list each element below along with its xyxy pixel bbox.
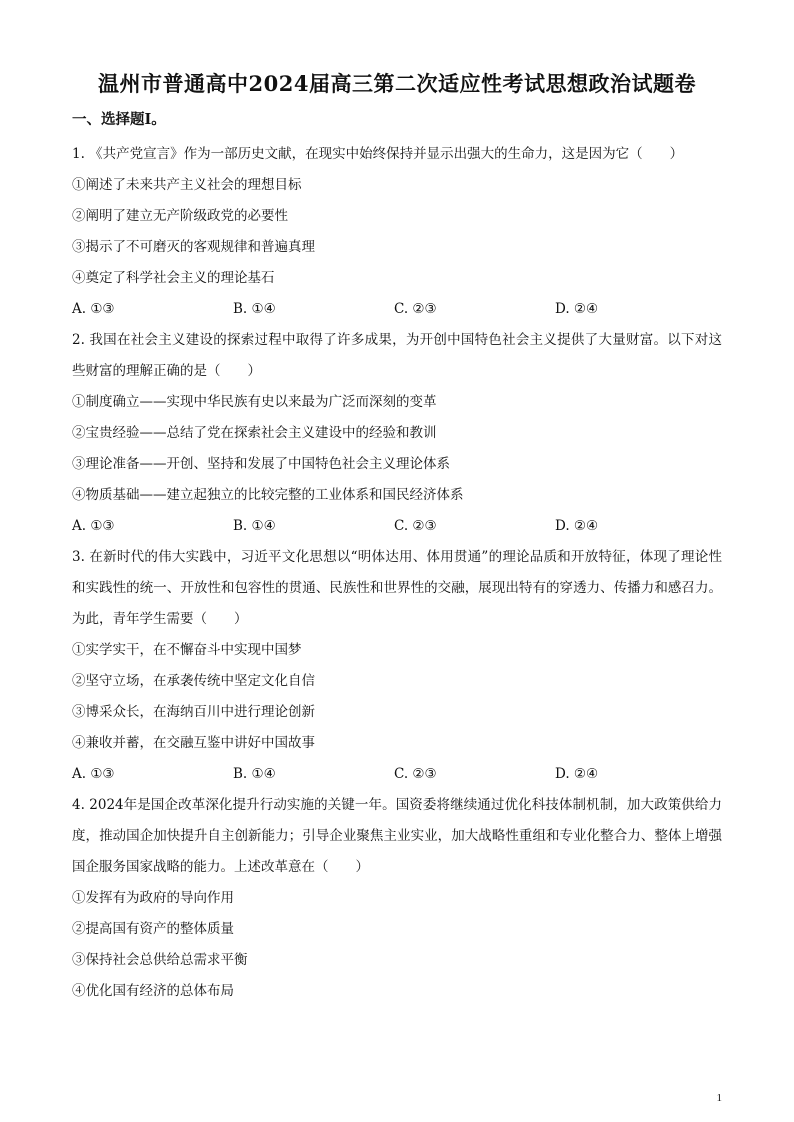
- statement-option: ④优化国有经济的总体布局: [72, 983, 234, 999]
- question-stem: 2. 我国在社会主义建设的探索过程中取得了许多成果，为开创中国特色社会主义提供了大量财富。以下对这些财富的理解正确的是（ ）: [72, 332, 722, 379]
- statement-option: ②宝贵经验——总结了党在探索社会主义建设中的经验和教训: [72, 425, 437, 441]
- question-4: [72, 790, 722, 1007]
- choice-b: B. ①④: [233, 766, 276, 782]
- statement-option: ①阐述了未来共产主义社会的理想目标: [72, 177, 302, 193]
- statement-option: ④奠定了科学社会主义的理论基石: [72, 270, 275, 286]
- answer-choices: [72, 511, 722, 542]
- choice-d: D. ②④: [555, 301, 599, 317]
- statement-option: ④物质基础——建立起独立的比较完整的工业体系和国民经济体系: [72, 487, 464, 503]
- statement-option: ③理论准备——开创、坚持和发展了中国特色社会主义理论体系: [72, 456, 450, 472]
- choice-c: C. ②③: [394, 518, 437, 534]
- question-2: [72, 325, 722, 542]
- statement-option: ②坚守立场，在承袭传统中坚定文化自信: [72, 673, 315, 689]
- question-stem: 4. 2024年是国企改革深化提升行动实施的关键一年。国资委将继续通过优化科技体制机制，加大政策供给力度，推动国企加快提升自主创新能力；引导企业聚焦主业实业，加大战略性重组和专业化整合力、整体上增强国企服务国家战略的能力。上述改革意在（ ）: [72, 797, 722, 875]
- choice-a: A. ①③: [72, 518, 115, 534]
- statement-option: ①发挥有为政府的导向作用: [72, 890, 234, 906]
- choice-c: C. ②③: [394, 301, 437, 317]
- page-number: 1: [716, 1092, 722, 1104]
- statement-option: ④兼收并蓄，在交融互鉴中讲好中国故事: [72, 735, 315, 751]
- choice-b: B. ①④: [233, 518, 276, 534]
- page-title: 温州市普通高中2024届高三第二次适应性考试思想政治试题卷: [98, 71, 696, 96]
- statement-option: ③博采众长，在海纳百川中进行理论创新: [72, 704, 315, 720]
- choice-c: C. ②③: [394, 766, 437, 782]
- question-stem: 3. 在新时代的伟大实践中，习近平文化思想以“明体达用、体用贯通”的理论品质和开放特征，体现了理论性和实践性的统一、开放性和包容性的贯通、民族性和世界性的交融，展现出特有的穿透力、传播力和感召力。为此，青年学生需要（ ）: [72, 549, 722, 627]
- choice-b: B. ①④: [233, 301, 276, 317]
- question-1: [72, 139, 722, 325]
- statement-option: ①实学实干，在不懈奋斗中实现中国梦: [72, 642, 302, 658]
- statement-option: ②提高国有资产的整体质量: [72, 921, 234, 937]
- statement-option: ②阐明了建立无产阶级政党的必要性: [72, 208, 288, 224]
- choice-d: D. ②④: [555, 518, 599, 534]
- choice-a: A. ①③: [72, 766, 115, 782]
- statement-option: ③揭示了不可磨灭的客观规律和普遍真理: [72, 239, 315, 255]
- choice-a: A. ①③: [72, 301, 115, 317]
- question-stem: 1. 《共产党宣言》作为一部历史文献，在现实中始终保持并显示出强大的生命力，这是因为它（ ）: [72, 146, 684, 162]
- answer-choices: [72, 759, 722, 790]
- section-heading: 一、选择题Ⅰ。: [72, 111, 166, 128]
- question-3: [72, 542, 722, 790]
- question-list: [72, 139, 722, 1007]
- statement-option: ①制度确立——实现中华民族有史以来最为广泛而深刻的变革: [72, 394, 437, 410]
- statement-option: ③保持社会总供给总需求平衡: [72, 952, 248, 968]
- choice-d: D. ②④: [555, 766, 599, 782]
- answer-choices: [72, 294, 722, 325]
